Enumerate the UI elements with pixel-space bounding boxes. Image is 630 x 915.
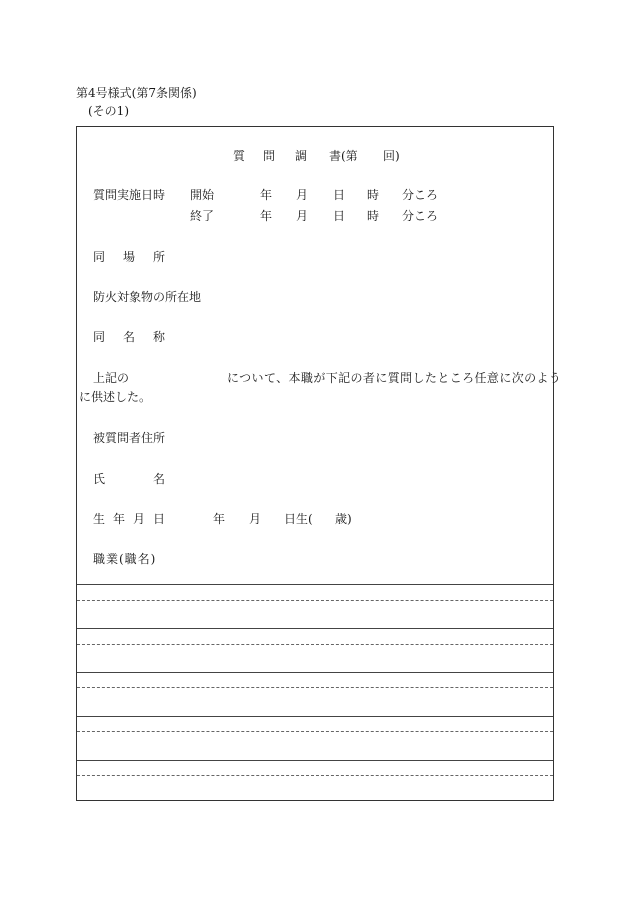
title-char-1: 質 [233,149,246,163]
title-char-4: 書(第 [329,149,358,163]
exec-start-month: 月 [296,188,309,202]
birth-month: 月 [249,512,262,526]
exec-start-hour: 時 [367,188,380,202]
form-sub-number: (その1) [88,104,129,118]
same-name-char-3: 称 [153,330,166,344]
exec-start-year: 年 [260,188,273,202]
birth-age: 歳) [335,512,352,526]
fire-target-location-label: 防火対象物の所在地 [93,290,202,304]
form-number: 第4号様式(第7条関係) [76,86,197,100]
same-name-char-2: 名 [123,330,136,344]
rule-dashed-1 [77,600,553,601]
same-place-char-3: 所 [153,250,166,264]
birth-char-4: 日 [153,512,166,526]
full-name-char-1: 氏 [93,472,106,486]
interviewee-address-label: 被質問者住所 [93,431,166,445]
exec-end-day: 日 [333,209,346,223]
rule-solid-4 [77,716,553,717]
birth-char-2: 年 [113,512,126,526]
exec-start-day: 日 [333,188,346,202]
rule-solid-1 [77,584,553,585]
same-place-char-2: 場 [123,250,136,264]
exec-end-label: 終了 [190,209,215,223]
same-place-char-1: 同 [93,250,106,264]
title-char-2: 問 [263,149,276,163]
rule-dashed-2 [77,644,553,645]
exec-end-minute: 分ころ [402,209,439,223]
full-name-char-2: 名 [153,472,166,486]
title-char-5: 回) [383,149,400,163]
exec-time-label: 質問実施日時 [93,188,166,202]
rule-dashed-3 [77,687,553,688]
rule-dashed-4 [77,731,553,732]
rule-solid-2 [77,628,553,629]
birth-year: 年 [213,512,226,526]
birth-char-1: 生 [93,512,106,526]
title-char-3: 調 [295,149,308,163]
exec-end-year: 年 [260,209,273,223]
occupation-label: 職業(職名) [93,552,157,566]
exec-end-hour: 時 [367,209,380,223]
form-box [76,126,562,801]
statement-line-2: に供述した。 [79,390,152,404]
exec-end-month: 月 [296,209,309,223]
rule-solid-5 [77,760,553,761]
birth-char-3: 月 [133,512,146,526]
exec-start-minute: 分ころ [402,188,439,202]
exec-start-label: 開始 [190,188,215,202]
statement-lead: 上記の [93,371,130,385]
rule-dashed-5 [77,775,553,776]
statement-text: について、本職が下記の者に質問したところ任意に次のよう [227,371,562,385]
same-name-char-1: 同 [93,330,106,344]
rule-solid-3 [77,672,553,673]
birth-day-born: 日生( [284,512,313,526]
